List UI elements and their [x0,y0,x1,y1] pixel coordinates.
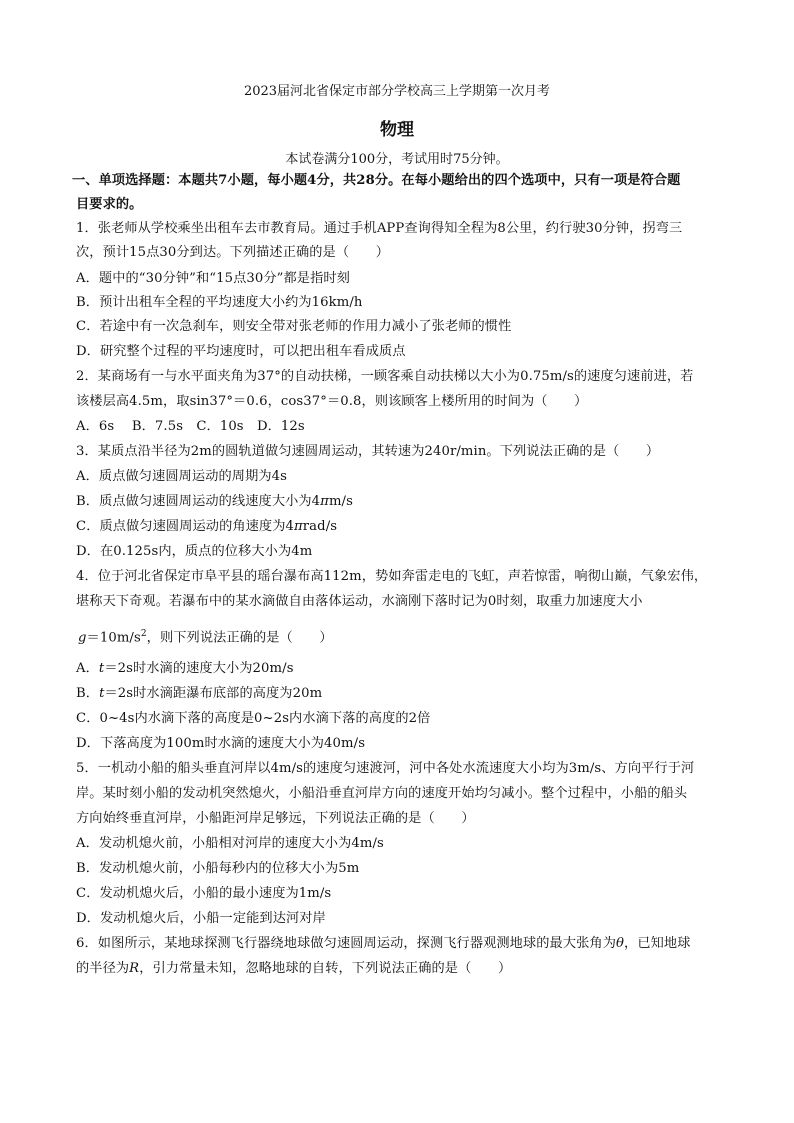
q3-stem: 3．某质点沿半径为2m的圆轨道做匀速圆周运动，其转速为240r/min。下列说法正确的是（ ） [76,444,660,459]
exam-info: 本试卷满分100分，考试用时75分钟。 [285,152,509,167]
q6-stem-line-1: 6．如图所示，某地球探测飞行器绕地球做匀速圆周运动，探测飞行器观测地球的最大张角为θ，已知地球 [76,936,691,951]
q1-option-b: B．预计出租车全程的平均速度大小约为16km/h [76,295,363,310]
q4-stem-line-1: 4．位于河北省保定市阜平县的瑶台瀑布高112m，势如奔雷走电的飞虹，声若惊雷，响彻山巅，气象宏伟， [76,569,708,584]
q5-option-b: B．发动机熄火前，小船每秒内的位移大小为5m [76,861,360,876]
q5-stem-line-3: 方向始终垂直河岸，小船距河岸足够远，下列说法正确的是（ ） [76,811,475,826]
pi-symbol: π [320,494,329,509]
q5-option-d: D．发动机熄火后，小船一定能到达河对岸 [76,911,326,926]
q5-stem-line-1: 5．一机动小船的船头垂直河岸以4m/s的速度匀速渡河，河中各处水流速度大小均为3m/s、方向平行于河 [76,761,695,776]
q1-option-d: D．研究整个过程的平均速度时，可以把出租车看成质点 [76,344,406,359]
q6-stem-line-2: 的半径为R，引力常量未知，忽略地球的自转，下列说法正确的是（ ） [76,961,512,976]
q4-stem-line-2: 堪称天下奇观。若瀑布中的某水滴做自由落体运动，水滴刚下落时记为0时刻，取重力加速度大小 [76,594,643,609]
q2-stem-line-1: 2．某商场有一与水平面夹角为37°的自动扶梯，一顾客乘自动扶梯以大小为0.75m/s的速度匀速前进，若 [76,369,694,384]
q3-option-d: D．在0.125s内，质点的位移大小为4m [76,544,313,559]
exam-title: 2023届河北省保定市部分学校高三上学期第一次月考 [243,84,551,99]
radius-symbol: R [129,961,140,976]
q4-option-d: D．下落高度为100m时水滴的速度大小为40m/s [76,736,366,751]
q2-options: A．6s B．7.5s C．10s D．12s [76,419,305,434]
q1-stem-line-1: 1．张老师从学校乘坐出租车去市教育局。通过手机APP查询得知全程为8公里，约行驶30分钟，拐弯三 [76,221,683,236]
q2-stem-line-2: 该楼层高4.5m，取sin37°＝0.6，cos37°＝0.8，则该顾客上楼所用的时间为（ ） [76,394,588,409]
q3-option-c: C．质点做匀速圆周运动的角速度为4πrad/s [76,519,338,534]
theta-symbol: θ [616,936,625,951]
pi-symbol: π [294,519,303,534]
q5-option-a: A．发动机熄火前，小船相对河岸的速度大小为4m/s [76,836,384,851]
q1-option-a: A．题中的“30分钟”和“15点30分”都是指时刻 [76,271,350,286]
q5-option-c: C．发动机熄火后，小船的最小速度为1m/s [76,886,332,901]
section-heading-line-2: 目要求的。 [76,197,143,212]
q3-option-a: A．质点做匀速圆周运动的周期为4s [76,469,288,484]
q3-option-b: B．质点做匀速圆周运动的线速度大小为4πm/s [76,494,353,509]
q1-stem-line-2: 次，预计15点30分到达。下列描述正确的是（ ） [76,245,389,260]
q4-option-c: C．0~4s内水滴下落的高度是0~2s内水滴下落的高度的2倍 [76,711,431,726]
q4-option-b: B．t＝2s时水滴距瀑布底部的高度为20m [76,686,323,701]
q4-gravity-formula: $g=10m/s^2$，则下列说法正确的是（ ） [78,629,333,646]
q5-stem-line-2: 岸。某时刻小船的发动机突然熄火，小船沿垂直河岸方向的速度开始均匀减小。整个过程中，小船的船头 [76,786,688,801]
subject-title: 物理 [380,120,414,140]
section-heading-line-1: 一、单项选择题：本题共7小题，每小题4分，共28分。在每小题给出的四个选项中，只有一项是符合题 [72,173,681,188]
q1-option-c: C．若途中有一次急刹车，则安全带对张老师的作用力减小了张老师的惯性 [76,319,512,334]
q4-option-a: A．t＝2s时水滴的速度大小为20m/s [76,661,294,676]
